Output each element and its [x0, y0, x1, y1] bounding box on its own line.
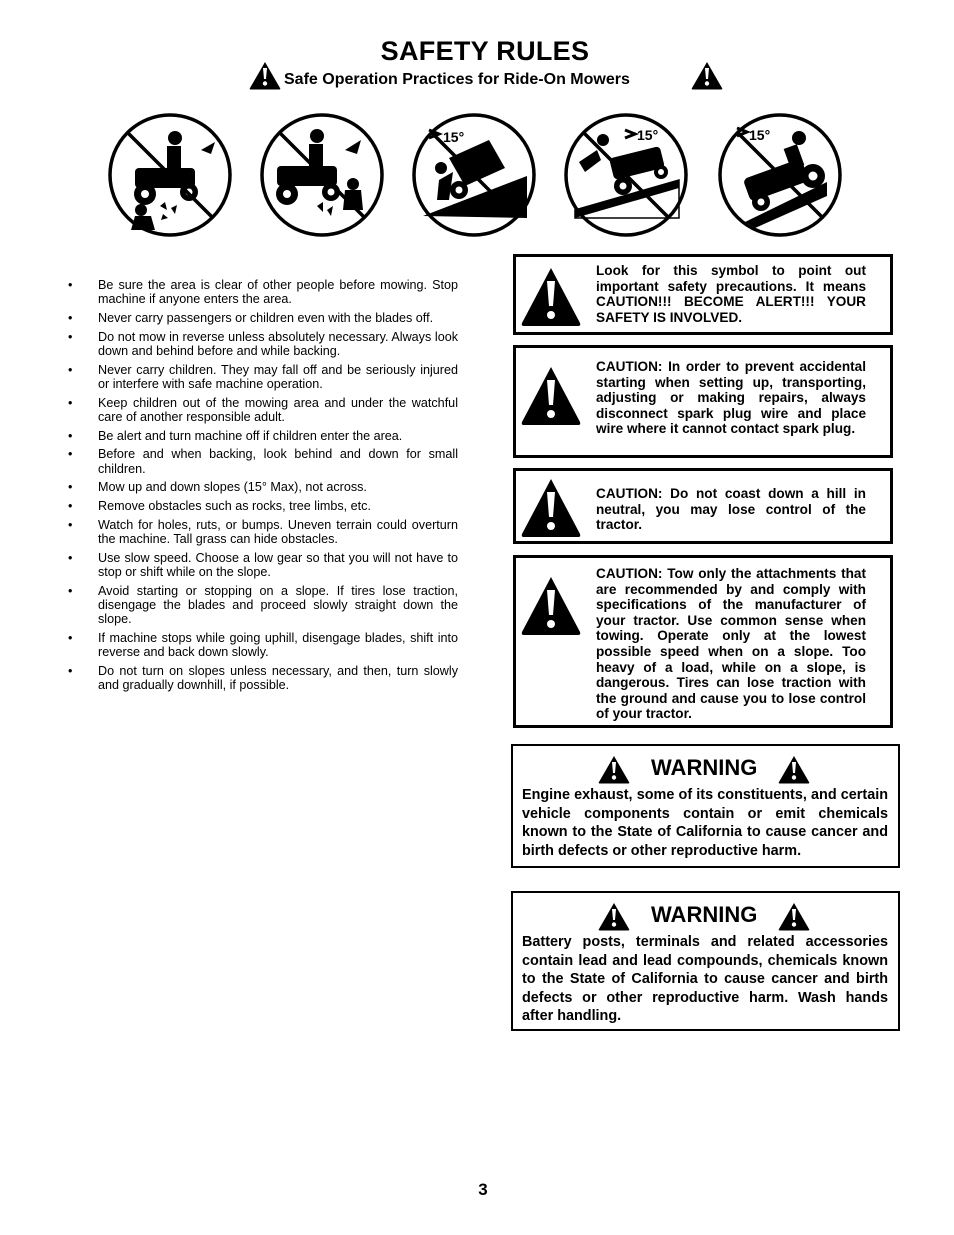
no-passengers-icon	[257, 110, 387, 240]
bullet: •	[68, 447, 73, 462]
warning-triangle-icon	[520, 574, 582, 638]
warning-box-battery	[511, 891, 900, 1031]
bullet: •	[68, 517, 73, 532]
bullet: •	[68, 550, 73, 565]
bullet: •	[68, 630, 73, 645]
caution-text: CAUTION: Do not coast down a hill in neutral, you may lose control of the tractor.	[596, 486, 866, 533]
warning-triangle-icon	[248, 60, 282, 90]
bullet: •	[68, 480, 73, 495]
warning-label: WARNING	[651, 755, 758, 780]
caution-text: Look for this symbol to point out important safety precautions. It means CAUTION!!! BECOME ALERT!!! YOUR SAFETY IS INVOLVED.	[596, 263, 866, 325]
bullet: •	[68, 498, 73, 513]
pictogram-row	[105, 110, 875, 240]
subtitle-row	[248, 60, 728, 90]
warning-text: Engine exhaust, some of its constituents, and certain vehicle components contain or emit chemicals known to the State of California to cause cancer and birth defects or other reproductive harm.	[522, 787, 888, 859]
caution-box-symbol-meaning	[513, 254, 893, 335]
list-item: • Mow up and down slopes (15° Max), not across.	[68, 480, 367, 495]
slope-angle-label: 15°	[749, 127, 771, 143]
safety-practices-list	[62, 278, 458, 697]
bullet: •	[68, 310, 73, 325]
warning-header	[513, 754, 898, 786]
list-item: • Never carry passengers or children even with the blades off.	[68, 310, 434, 325]
warning-text: Battery posts, terminals and related accessories contain lead and lead compounds, chemicals known to the State of California to cause cancer and birth defects or other reproductive harm. Wash hands after handling.	[522, 934, 888, 1024]
bullet: •	[68, 583, 73, 598]
no-mowing-near-children-icon	[105, 110, 235, 240]
warning-triangle-icon	[777, 901, 811, 931]
warning-triangle-icon	[520, 265, 582, 329]
page-title: SAFETY RULES	[380, 36, 590, 66]
list-item: • Avoid starting or stopping on a slope. If tires lose traction, disengage the blades and proceed slowly straight down the slope.	[68, 583, 458, 627]
slope-angle-label: 15°	[443, 129, 465, 145]
warning-label: WARNING	[651, 902, 758, 927]
list-item: • Never carry children. They may fall off and be seriously injured or interfere with safe machine operation.	[68, 362, 458, 391]
list-item: • Before and when backing, look behind and down for small children.	[68, 447, 458, 476]
warning-triangle-icon	[520, 364, 582, 428]
bullet: •	[68, 329, 73, 344]
caution-box-coasting	[513, 468, 893, 544]
warning-header	[513, 901, 898, 933]
list-item: • Be sure the area is clear of other people before mowing. Stop machine if anyone enters the area.	[68, 278, 458, 307]
warning-triangle-icon	[520, 476, 582, 540]
subtitle: Safe Operation Practices for Ride-On Mowers	[284, 71, 630, 88]
warning-triangle-icon	[690, 60, 724, 90]
list-item: • Do not turn on slopes unless necessary, and then, turn slowly and gradually downhill, if possible.	[68, 663, 458, 693]
no-mowing-across-slope-icon	[409, 110, 539, 240]
list-item: • Watch for holes, ruts, or bumps. Uneven terrain could overturn the machine. Tall grass can hide obstacles.	[68, 517, 458, 546]
caution-text: CAUTION: In order to prevent accidental starting when setting up, transporting, adjusting or making repairs, always disconnect spark plug wire and place wire where it cannot contact spark plug.	[596, 359, 866, 437]
list-item: • Use slow speed. Choose a low gear so that you will not have to stop or shift while on the slope.	[68, 550, 458, 579]
list-item: • Remove obstacles such as rocks, tree limbs, etc.	[68, 498, 371, 513]
slope-angle-label: 15°	[637, 127, 659, 143]
list-item: • If machine stops while going uphill, disengage blades, shift into reverse and back down slowly.	[68, 630, 458, 660]
warning-box-engine-exhaust	[511, 744, 900, 868]
no-steep-downhill-icon	[561, 110, 691, 240]
warning-triangle-icon	[777, 754, 811, 784]
list-item: • Be alert and turn machine off if children enter the area.	[68, 428, 403, 443]
list-item: • Do not mow in reverse unless absolutely necessary. Always look down and behind before and while backing.	[68, 329, 458, 358]
bullet: •	[68, 362, 73, 377]
bullet: •	[68, 395, 73, 410]
list-item: • Keep children out of the mowing area and under the watchful care of another responsible adult.	[68, 395, 458, 424]
bullet: •	[68, 428, 73, 443]
warning-triangle-icon	[597, 901, 631, 931]
warning-triangle-icon	[597, 754, 631, 784]
caution-box-towing	[513, 555, 893, 728]
bullet: •	[68, 278, 73, 292]
caution-text: CAUTION: Tow only the attachments that are recommended by and comply with specifications of the manufacturer of your tractor. Use common sense when towing. Operate only at the lowest possible speed when on a slope. Too heavy of a load, while on a slope, is dangerous. Tires can lose traction with the ground and cause you to lose control of your tractor.	[596, 566, 866, 722]
caution-box-spark-plug	[513, 345, 893, 458]
no-steep-uphill-icon	[715, 110, 845, 240]
page-number: 3	[478, 1180, 488, 1199]
bullet: •	[68, 663, 73, 678]
